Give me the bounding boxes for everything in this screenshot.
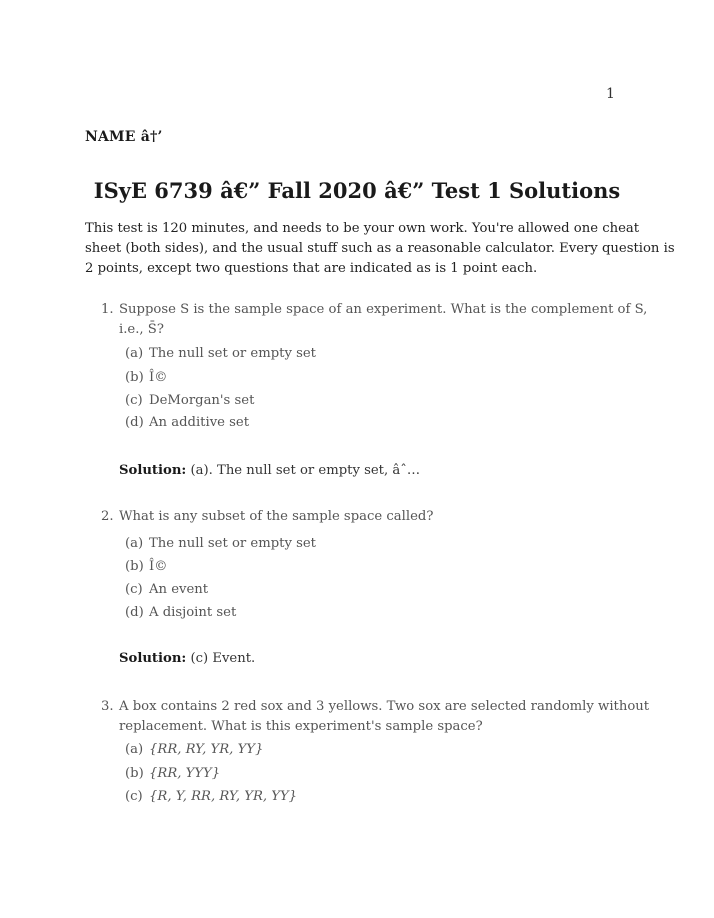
question-number: 2.: [101, 509, 114, 524]
option-label: (d): [125, 415, 144, 430]
question-text-line: Suppose S is the sample space of an experiment. What is the complement of S,: [119, 302, 648, 317]
option-text: The null set or empty set: [149, 536, 316, 551]
option-label: (a): [125, 742, 144, 757]
instructions-line: This test is 120 minutes, and needs to be your own work. You're allowed one cheat: [85, 221, 640, 236]
option-label: (c): [125, 393, 143, 408]
option-label: (b): [125, 559, 144, 574]
option-label: (b): [125, 766, 144, 781]
solution-label: Solution:: [119, 463, 187, 478]
option-text: Î©: [149, 559, 168, 574]
solution: [119, 463, 420, 478]
option-text: A disjoint set: [149, 605, 237, 620]
option-text: {R, Y, RR, RY, YR, YY}: [149, 789, 298, 804]
question-text-line: replacement. What is this experiment's sample space?: [119, 719, 483, 734]
question-text-line: A box contains 2 red sox and 3 yellows. Two sox are selected randomly without: [119, 699, 650, 714]
option-text: The null set or empty set: [149, 346, 316, 361]
question-number: 3.: [101, 699, 114, 714]
instructions-paragraph: [85, 219, 675, 279]
option-text: An additive set: [149, 415, 250, 430]
solution-label: Solution:: [119, 651, 187, 666]
option-label: (c): [125, 789, 143, 804]
option-label: (b): [125, 370, 144, 385]
question-text-line: i.e., S̄?: [119, 322, 164, 337]
solution-text: (a). The null set or empty set, âˆ…: [190, 463, 421, 478]
option-label: (d): [125, 605, 144, 620]
option-text: {RR, YYY}: [149, 766, 221, 781]
solution: [119, 651, 255, 666]
option-label: (c): [125, 582, 143, 597]
name-label: NAME â†’: [85, 129, 163, 145]
option-label: (a): [125, 536, 144, 551]
option-text: {RR, RY, YR, YY}: [149, 742, 264, 757]
option-text: Î©: [149, 370, 168, 385]
instructions-line: sheet (both sides), and the usual stuff such as a reasonable calculator. Every question is: [85, 241, 675, 256]
solution-text: (c) Event.: [190, 651, 256, 666]
option-text: DeMorgan's set: [149, 393, 255, 408]
question-number: 1.: [101, 302, 114, 317]
page-number: 1: [606, 86, 615, 102]
instructions-line: 2 points, except two questions that are indicated as is 1 point each.: [85, 261, 538, 276]
option-text: An event: [149, 582, 209, 597]
question-text-line: What is any subset of the sample space called?: [119, 509, 434, 524]
option-label: (a): [125, 346, 144, 361]
document-title: ISyE 6739 â€” Fall 2020 â€” Test 1 Solutions: [93, 178, 621, 203]
